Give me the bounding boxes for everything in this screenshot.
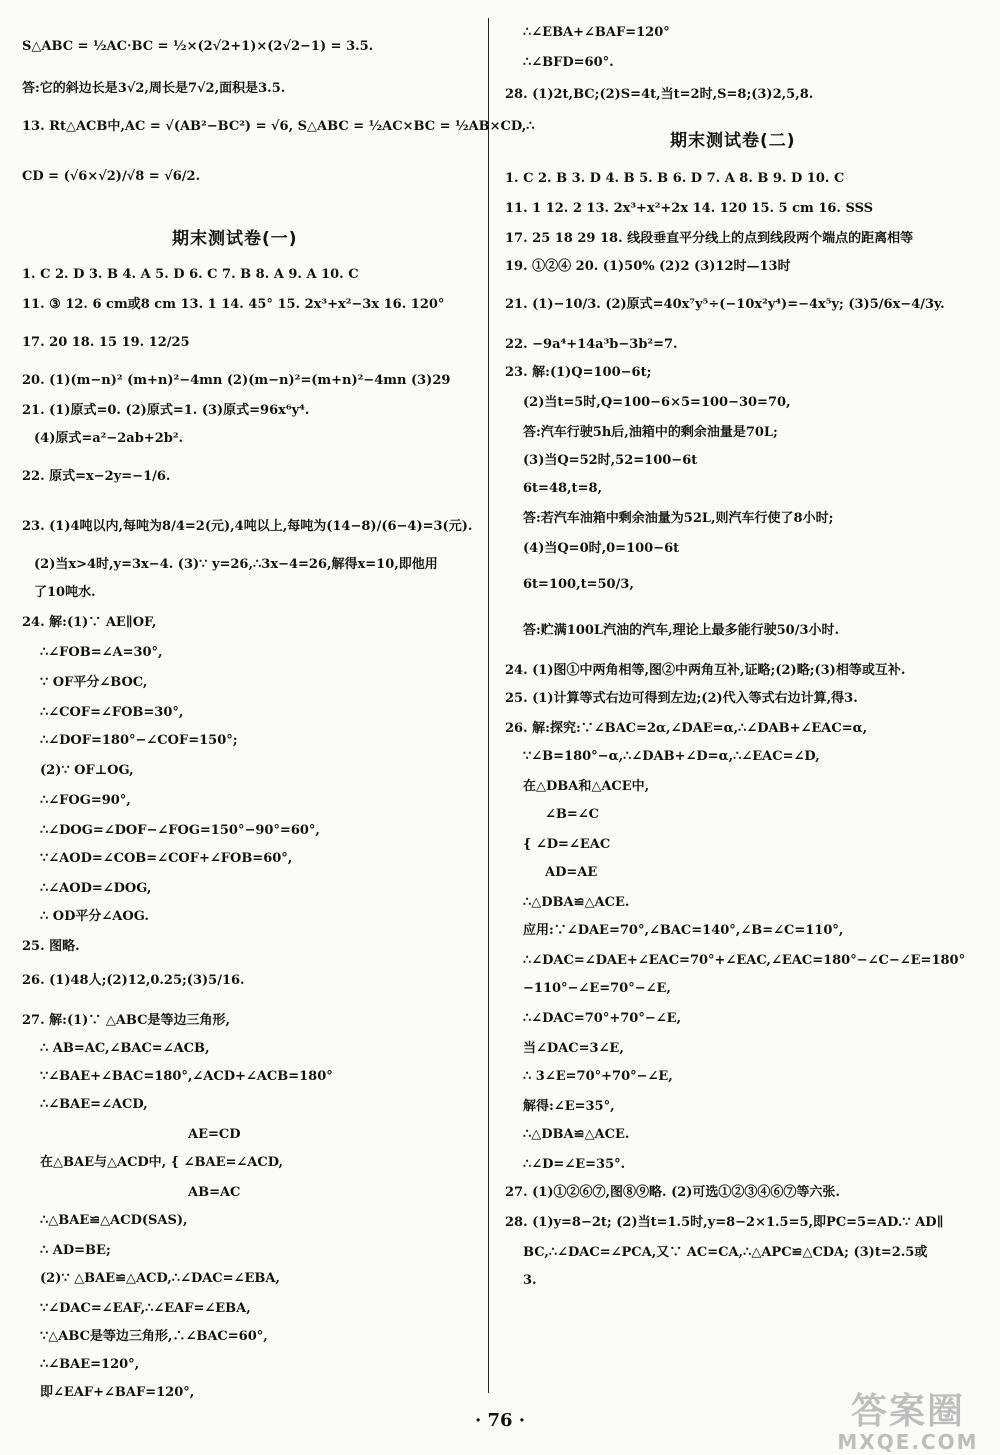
left-line: 在△BAE与△ACD中, { ∠BAE=∠ACD,	[40, 1155, 284, 1170]
right-line: ∴∠D=∠E=35°.	[523, 1157, 626, 1172]
right-line: (3)当Q=52时,52=100−6t	[523, 453, 698, 468]
right-line: 6t=48,t=8,	[523, 481, 603, 496]
left-line: ∴∠DOF=180°−∠COF=150°;	[40, 733, 238, 748]
right-line: 19. ①②④ 20. (1)50% (2)2 (3)12时—13时	[505, 259, 791, 274]
right-line: 27. (1)①②⑥⑦,图⑧⑨略. (2)可选①②③④⑥⑦等六张.	[505, 1185, 840, 1200]
left-line: AE=CD	[188, 1127, 241, 1142]
right-line: 17. 25 18 29 18. 线段垂直平分线上的点到线段两个端点的距离相等	[505, 231, 914, 246]
column-divider	[488, 18, 489, 1393]
right-line: ∴∠BFD=60°.	[523, 55, 614, 70]
left-line: 23. (1)4吨以内,每吨为8/4=2(元),4吨以上,每吨为(14−8)/(6−4)=3(元).	[22, 519, 473, 534]
left-line: (2)∵ OF⊥OG,	[40, 763, 134, 778]
left-line: 13. Rt△ACB中,AC = √(AB²−BC²) = √6, S△ABC = ½AC×BC = ½AB×CD,∴	[22, 119, 535, 134]
left-line: ∴∠COF=∠FOB=30°,	[40, 705, 184, 720]
left-line: 即∠EAF+∠BAF=120°,	[40, 1385, 195, 1400]
right-line: 22. −9a⁴+14a³b−3b²=7.	[505, 337, 678, 352]
right-line: { ∠D=∠EAC	[523, 837, 611, 852]
left-line: ∴ OD平分∠AOG.	[40, 909, 149, 924]
watermark-text: 答案圈	[850, 1391, 965, 1432]
right-line: 24. (1)图①中两角相等,图②中两角互补,证略;(2)略;(3)相等或互补.	[505, 663, 906, 678]
left-line: ∵△ABC是等边三角形,∴∠BAC=60°,	[40, 1329, 268, 1344]
page-number: · 76 ·	[474, 1410, 526, 1431]
section-title-final-exam-2: 期末测试卷(二)	[670, 131, 796, 151]
right-line: 26. 解:探究:∵∠BAC=2α,∠DAE=α,∴∠DAB+∠EAC=α,	[505, 721, 868, 736]
right-line: 6t=100,t=50/3,	[523, 577, 634, 592]
right-line: 在△DBA和△ACE中,	[523, 779, 650, 794]
left-line: ∴∠BAE=∠ACD,	[40, 1097, 148, 1112]
right-line: 28. (1)y=8−2t; (2)当t=1.5时,y=8−2×1.5=5,即PC=5=AD.∵ AD∥	[505, 1215, 944, 1230]
right-line: ∵∠B=180°−α,∴∠DAB+∠D=α,∴∠EAC=∠D,	[523, 749, 820, 764]
right-line: 11. 1 12. 2 13. 2x³+x²+2x 14. 120 15. 5 cm 16. SSS	[505, 201, 874, 216]
left-line: 了10吨水.	[34, 585, 96, 600]
right-line: 3.	[523, 1273, 537, 1288]
left-line: 22. 原式=x−2y=−1/6.	[22, 469, 171, 484]
left-line: AB=AC	[188, 1185, 241, 1200]
left-line: ∴∠FOB=∠A=30°,	[40, 645, 163, 660]
left-line: 24. 解:(1)∵ AE∥OF,	[22, 615, 157, 630]
right-line: (4)当Q=0时,0=100−6t	[523, 541, 680, 556]
left-line: 26. (1)48人;(2)12,0.25;(3)5/16.	[22, 973, 245, 988]
watermark-logo	[828, 1393, 988, 1453]
left-line: ∴ AD=BE;	[40, 1243, 111, 1258]
right-line: 25. (1)计算等式右边可得到左边;(2)代入等式右边计算,得3.	[505, 691, 858, 706]
left-line: 11. ③ 12. 6 cm或8 cm 13. 1 14. 45° 15. 2x³+x²−3x 16. 120°	[22, 297, 445, 312]
right-line: 28. (1)2t,BC;(2)S=4t,当t=2时,S=8;(3)2,5,8.	[505, 87, 814, 102]
left-line: 27. 解:(1)∵ △ABC是等边三角形,	[22, 1013, 231, 1028]
right-line: ∴∠DAC=∠DAE+∠EAC=70°+∠EAC,∠EAC=180°−∠C−∠E=180°	[523, 953, 966, 968]
right-line: 23. 解:(1)Q=100−6t;	[505, 365, 652, 380]
left-line: (2)∵ △BAE≌△ACD,∴∠DAC=∠EBA,	[40, 1271, 280, 1286]
left-line: 1. C 2. D 3. B 4. A 5. D 6. C 7. B 8. A 9. A 10. C	[22, 267, 359, 282]
right-line: (2)当t=5时,Q=100−6×5=100−30=70,	[523, 395, 791, 410]
left-line: 17. 20 18. 15 19. 12/25	[22, 335, 190, 350]
left-line: ∵∠BAE+∠BAC=180°,∠ACD+∠ACB=180°	[40, 1069, 333, 1084]
left-line: ∵∠AOD=∠COB=∠COF+∠FOB=60°,	[40, 851, 293, 866]
right-line: ∠B=∠C	[545, 807, 600, 822]
left-line: ∵ OF平分∠BOC,	[40, 675, 148, 690]
left-line: 21. (1)原式=0. (2)原式=1. (3)原式=96x⁶y⁴.	[22, 403, 310, 418]
right-line: ∴∠EBA+∠BAF=120°	[523, 25, 670, 40]
left-line: ∴ AB=AC,∠BAC=∠ACB,	[40, 1041, 210, 1056]
watermark-url: MXQE.COM	[837, 1430, 979, 1454]
left-line: ∴∠DOG=∠DOF−∠FOG=150°−90°=60°,	[40, 823, 320, 838]
left-line: CD = (√6×√2)/√8 = √6/2.	[22, 169, 201, 184]
right-line: 21. (1)−10/3. (2)原式=40x⁷y⁵÷(−10x²y⁴)=−4x⁵y; (3)5/6x−4/3y.	[505, 297, 945, 312]
left-line: S△ABC = ½AC·BC = ½×(2√2+1)×(2√2−1) = 3.5.	[22, 39, 374, 54]
left-line: ∴∠AOD=∠DOG,	[40, 881, 152, 896]
right-line: ∴△DBA≌△ACE.	[523, 895, 630, 910]
right-line: ∴ 3∠E=70°+70°−∠E,	[523, 1069, 673, 1084]
right-line: ∴△DBA≌△ACE.	[523, 1127, 630, 1142]
left-line: ∵∠DAC=∠EAF,∴∠EAF=∠EBA,	[40, 1301, 251, 1316]
right-line: BC,∴∠DAC=∠PCA,又∵ AC=CA,∴△APC≌△CDA; (3)t=2.5或	[523, 1245, 928, 1260]
right-line: 答:若汽车油箱中剩余油量为52L,则汽车行使了8小时;	[523, 511, 834, 526]
right-line: 答:贮满100L汽油的汽车,理论上最多能行驶50/3小时.	[523, 623, 840, 638]
right-line: 1. C 2. B 3. D 4. B 5. B 6. D 7. A 8. B 9. D 10. C	[505, 171, 845, 186]
left-line: 答:它的斜边长是3√2,周长是7√2,面积是3.5.	[22, 81, 286, 96]
left-line: (4)原式=a²−2ab+2b².	[34, 431, 184, 446]
right-line: 当∠DAC=3∠E,	[523, 1041, 624, 1056]
left-line: ∴∠BAE=120°,	[40, 1357, 140, 1372]
right-line: 答:汽车行驶5h后,油箱中的剩余油量是70L;	[523, 425, 778, 440]
section-title-final-exam-1: 期末测试卷(一)	[172, 229, 298, 249]
right-line: ∴∠DAC=70°+70°−∠E,	[523, 1011, 682, 1026]
left-line: ∴∠FOG=90°,	[40, 793, 131, 808]
left-line: ∴△BAE≌△ACD(SAS),	[40, 1213, 188, 1228]
left-line: (2)当x>4时,y=3x−4. (3)∵ y=26,∴3x−4=26,解得x=10,即他用	[34, 557, 438, 572]
right-line: −110°−∠E=70°−∠E,	[523, 981, 671, 996]
right-line: 解得:∠E=35°,	[523, 1099, 615, 1114]
left-line: 20. (1)(m−n)² (m+n)²−4mn (2)(m−n)²=(m+n)²−4mn (3)29	[22, 373, 451, 388]
right-line: 应用:∵∠DAE=70°,∠BAC=140°,∠B=∠C=110°,	[523, 923, 844, 938]
left-line: 25. 图略.	[22, 939, 80, 954]
right-line: AD=AE	[545, 865, 598, 880]
